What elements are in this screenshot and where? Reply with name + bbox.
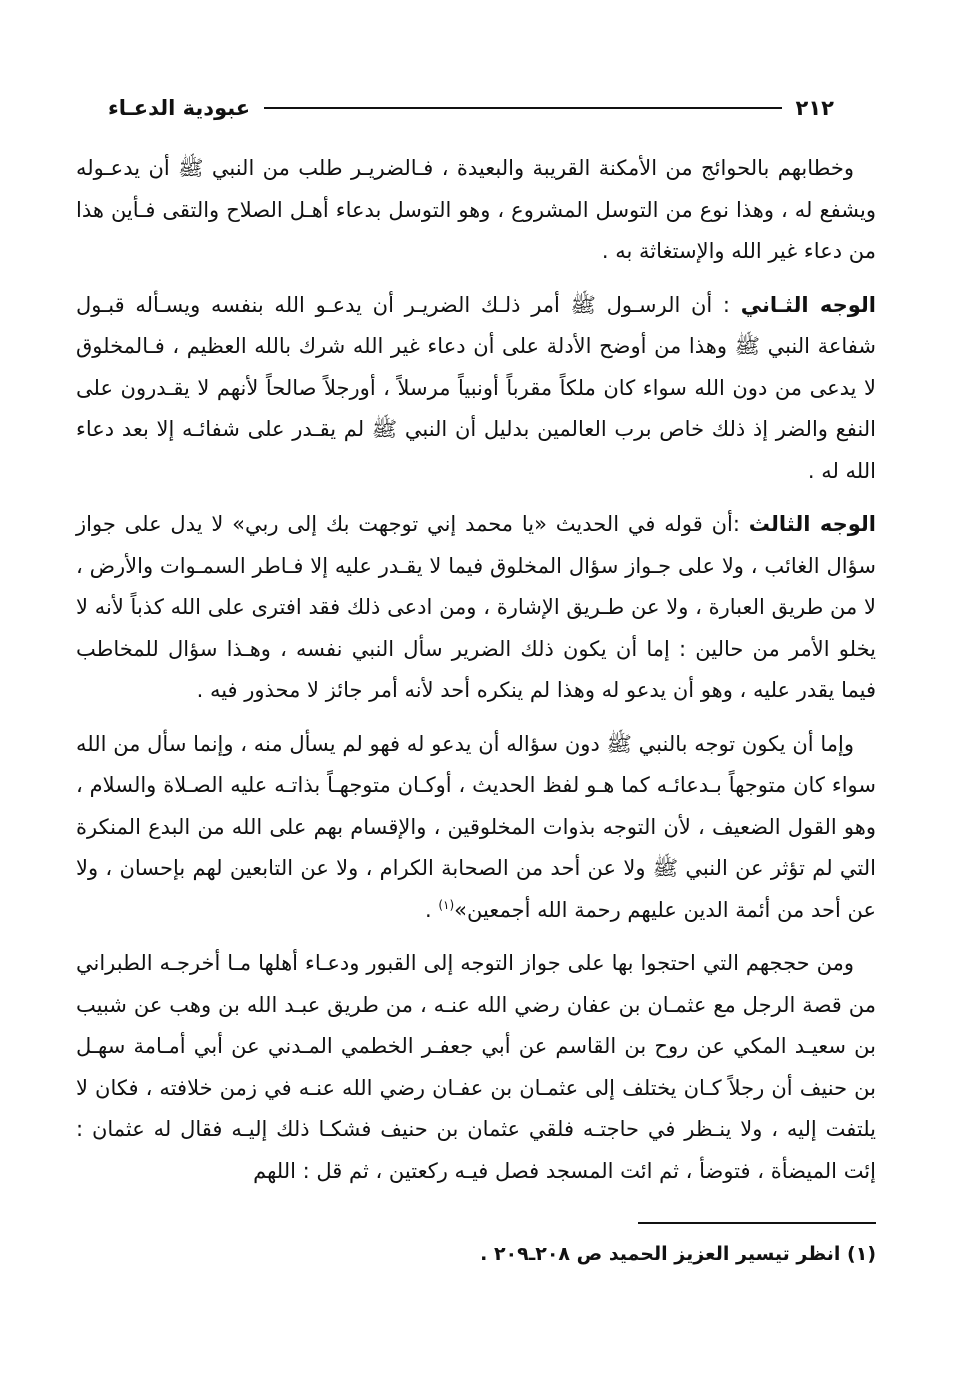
running-title: عبودية الدعـاء bbox=[108, 96, 251, 120]
section-lead: الوجه الثالث bbox=[748, 512, 876, 536]
footnote: (١) انظر تيسير العزيز الحميد ص ٢٠٨ـ٢٠٩ . bbox=[480, 1243, 876, 1265]
page-body bbox=[76, 148, 876, 1204]
paragraph-text: ومن حججهم التي احتجوا بها على جواز التوجه إلى القبور ودعـاء أهلها مـا أخرجـه الطبراني من قصة الرجل مع عثمـان بن عفان رضي الله عنـه ، من طريق عبـد الله بن وهب عن شبيب بن سعيـد المكي عن روح بن القاسم عن أبي جعفـر الخطمي المـدني عن أبي أمـامة سهـل بن حنيف أن رجلاً كـان يختلف إلى عثمـان بن عفـان رضي الله عنـه في زمن خلافته ، فكان لا يلتفت إليه ، ولا ينـظر في حاجتـه فلقي عثمان بن حنيف فشكـا ذلك إليـه فقال له عثمان : إئت الميضأة ، فتوضأ ، ثم ائت المسجد فصل فيـه ركعتين ، ثم قل : اللهم bbox=[76, 951, 876, 1183]
paragraph-2 bbox=[76, 285, 876, 493]
paragraph-text: وإما أن يكون توجه بالنبي ﷺ دون سؤاله أن يدعو له فهو لم يسأل منه ، وإنما سأل من الله سواء كان متوجهاً بـدعائـه كما هـو لفظ الحديث ، أوكـان متوجهـاً بذاتـه عليه الصـلاة والسلام ، وهو القول الضعيف ، لأن التوجه بذوات المخلوقين ، والإقسام بهم على الله من البدع المنكرة التي لم تؤثر عن النبي ﷺ ولا عن أحد من الصحابة الكرام ، ولا عن التابعين لهم بإحسان ، ولا عن أحد من أئمة الدين عليهم رحمة الله أجمعين» bbox=[76, 731, 876, 922]
paragraph-tail: . bbox=[424, 897, 439, 922]
footnote-rule bbox=[638, 1222, 876, 1224]
paragraph-text: : أن الرسـول ﷺ أمر ذلـك الضريـر أن يدعـو الله بنفسه ويسـأله قبـول شفاعة النبي ﷺ وهذا من أوضح الأدلة على أن دعاء غير الله شرك بالله العظيم ، فـالمخلوق لا يدعى من دون الله سواء كان ملكاً مقرباً أونبياً مرسلاً ، أورجلاً صالحاً لأنهم لا يقـدرون على النفع والضر إذ ذلك خاص برب العالمين بدليل أن النبي ﷺ لم يقـدر على شفائـه إلا بعد دعاء الله له . bbox=[76, 292, 876, 483]
header-rule bbox=[264, 107, 781, 109]
footnote-reference: (١) bbox=[438, 897, 455, 912]
paragraph-5 bbox=[76, 943, 876, 1192]
paragraph-1 bbox=[76, 148, 876, 273]
section-lead: الوجه الثـاني bbox=[740, 292, 876, 317]
paragraph-4 bbox=[76, 724, 876, 932]
paragraph-3 bbox=[76, 504, 876, 712]
page-number: ٢١٢ bbox=[795, 96, 834, 120]
paragraph-text: وخطابهم بالحوائج من الأمكنة القريبة والبعيدة ، فـالضريـر طلب من النبي ﷺ أن يدعـوله ويشفع له ، وهذا نوع من التوسل المشروع ، وهو التوسل بدعاء أهـل الصلاح والتقى فـأين هذا من دعاء غير الله والإستغاثة به . bbox=[76, 156, 876, 263]
paragraph-text: :أن قوله في الحديث «يا محمد إني توجهت بك إلى ربي» لا يدل على جواز سؤال الغائب ، ولا على جـواز سؤال المخلوق فيما لا يقـدر عليه إلا فـاطر السمـوات والأرض ، لا من طريق العبارة ، ولا عن طـريق الإشارة ، ومن ادعى ذلك فقد افترى على الله كذباً لأنه لا يخلو الأمر من حالين : إما أن يكون ذلك الضرير سأل النبي نفسه ، وهـذا سؤال للمخاطب فيما يقدر عليه ، وهو أن يدعو له وهذا لم ينكره أحد لأنه أمر جائز لا محذور فيه . bbox=[76, 512, 876, 702]
page-header bbox=[108, 88, 834, 128]
